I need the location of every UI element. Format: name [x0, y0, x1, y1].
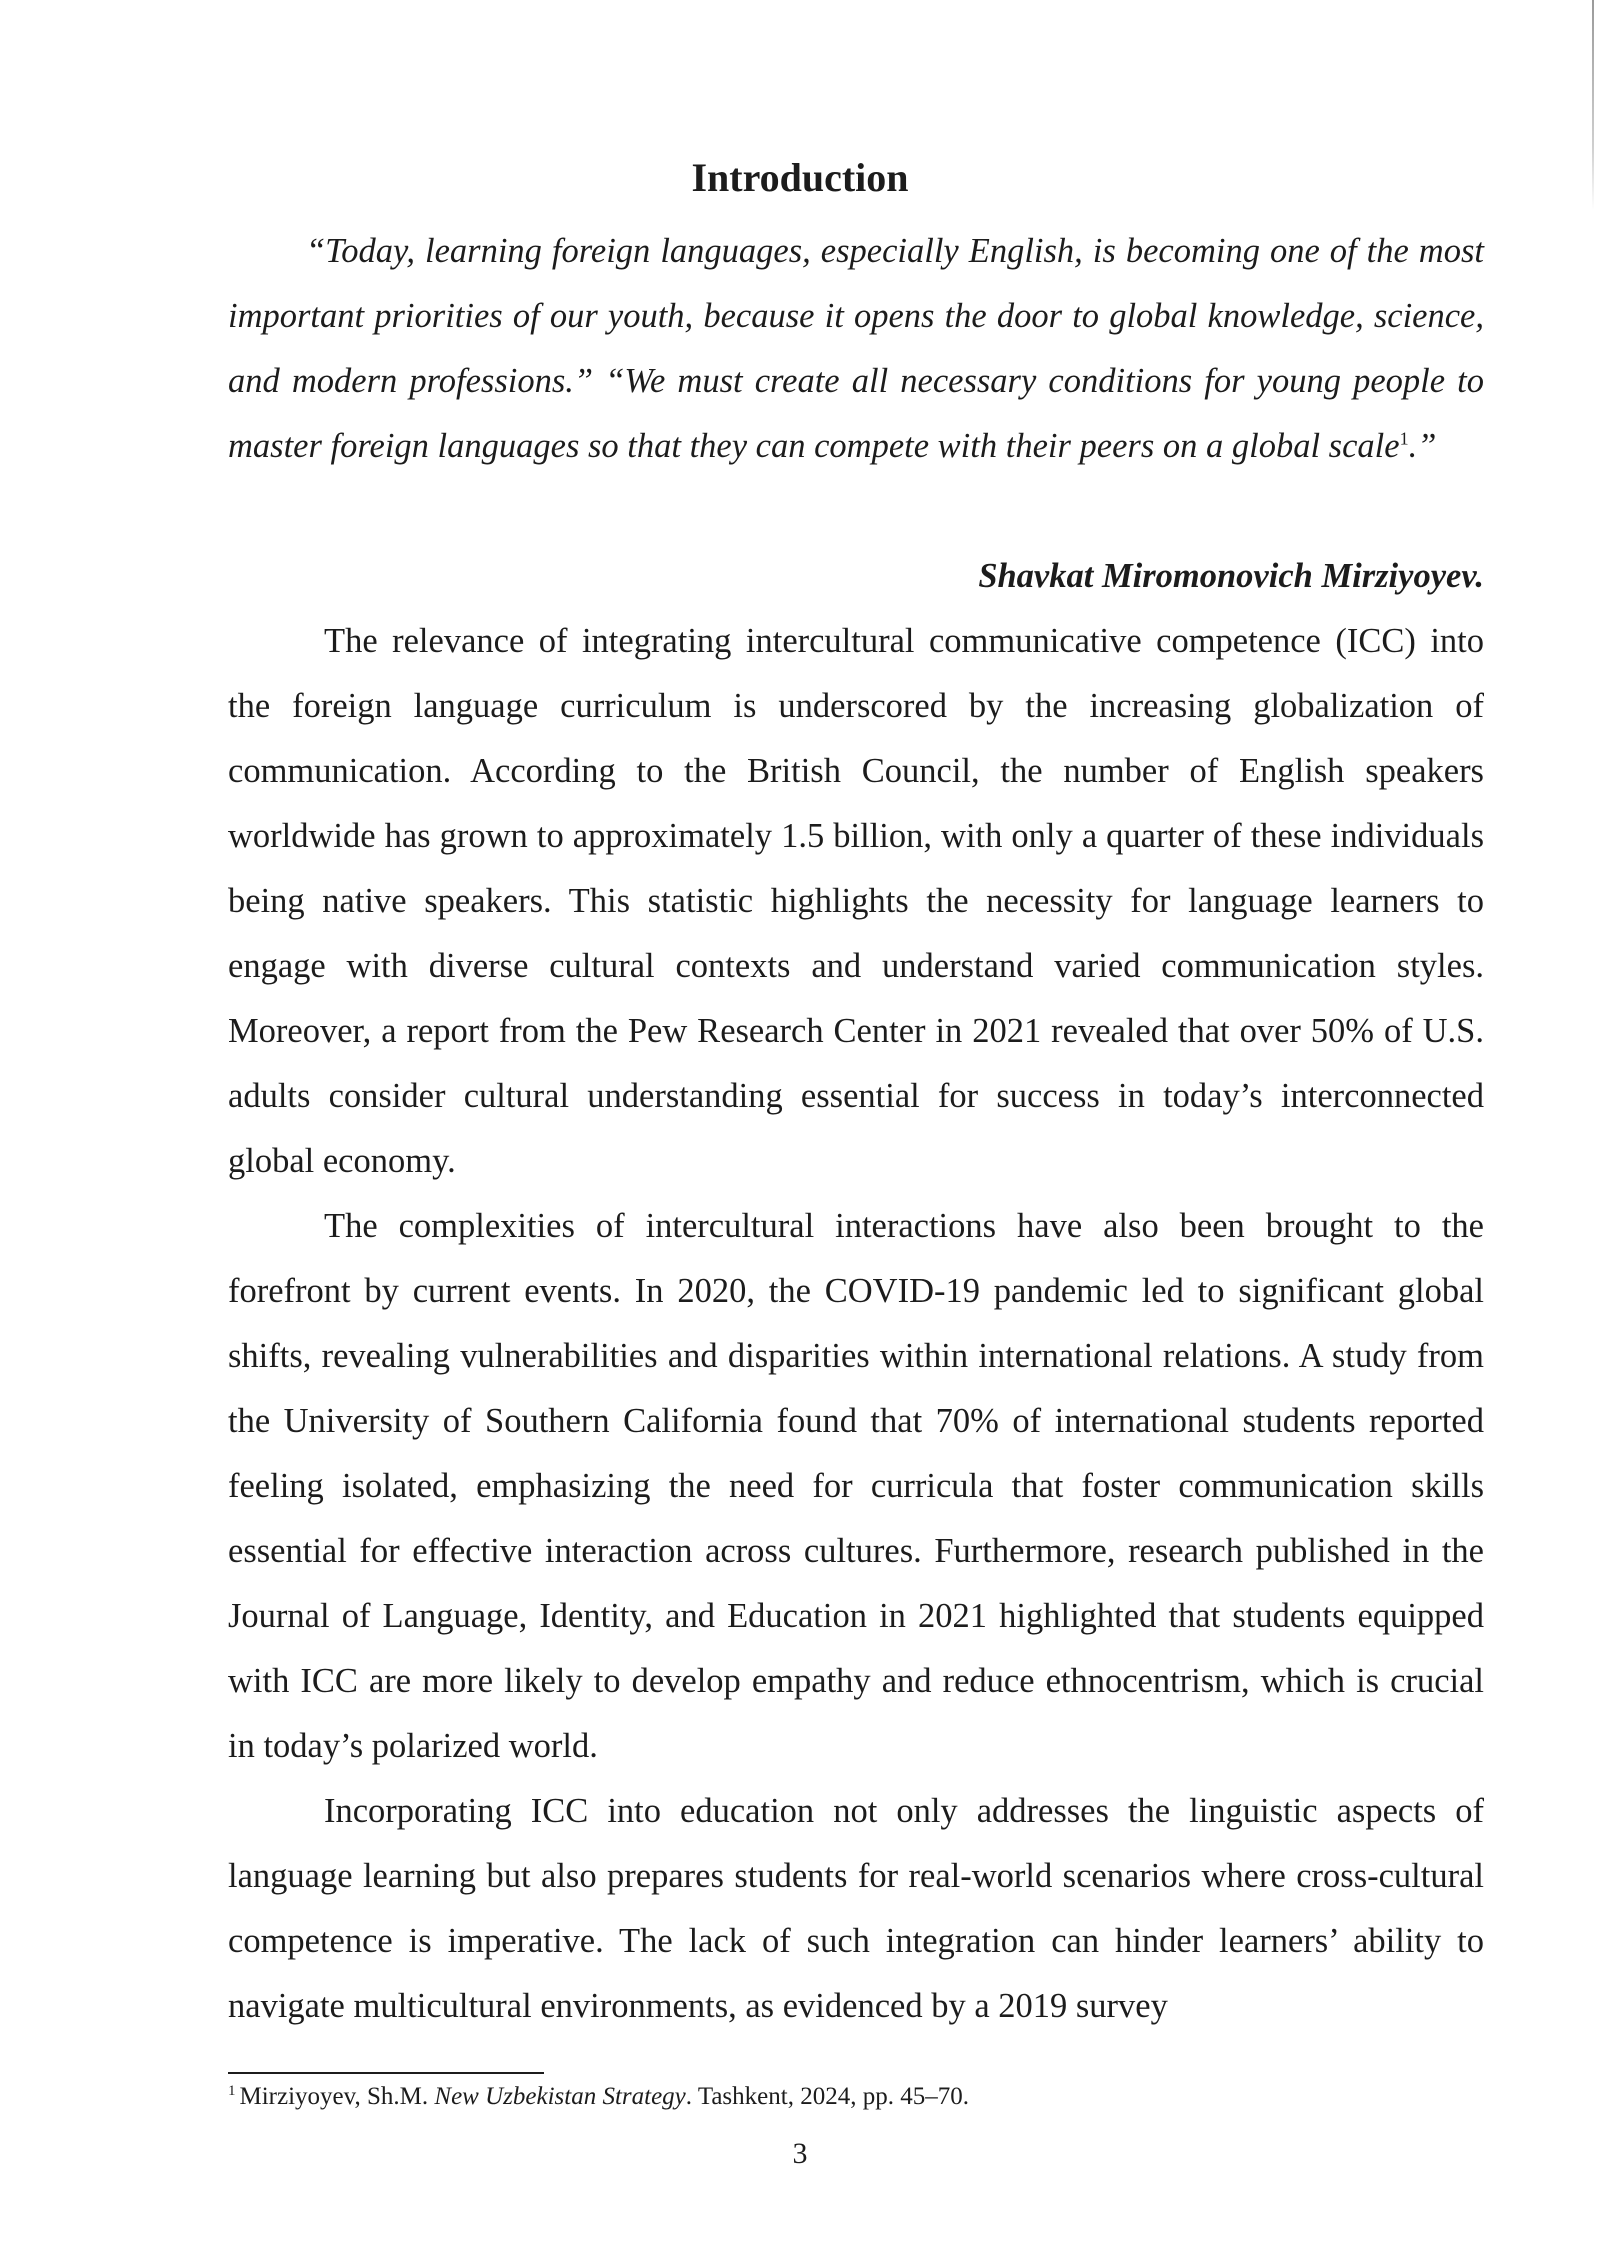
quote-paragraph: [228, 219, 1484, 479]
footnote-reference[interactable]: 1: [1399, 428, 1409, 449]
body-text: [228, 609, 1484, 2039]
footnote-separator: [228, 2072, 544, 2074]
footnote-prefix: Mirziyoyev, Sh.M.: [239, 2083, 435, 2110]
footnote-title: New Uzbekistan Strategy: [434, 2083, 686, 2110]
footnote: [228, 2080, 969, 2114]
quote-text-end: .”: [1408, 427, 1437, 465]
page-number: 3: [792, 2137, 808, 2170]
epigraph-quote: [228, 219, 1484, 479]
quote-author: Shavkat Miromonovich Mirziyoyev.: [978, 557, 1484, 595]
footnote-number: 1: [228, 2082, 236, 2099]
page-title: Introduction: [691, 155, 909, 200]
paragraph: The relevance of integrating intercultural communicative competence (ICC) into the foreign language curriculum is underscored by the increasing globalization of communication. According to the British Council, the number of English speakers worldwide has grown to approximately 1.5 billion, with only a quarter of these individuals being native speakers. This statistic highlights the necessity for language learners to engage with diverse cultural contexts and understand varied communication styles. Moreover, a report from the Pew Research Center in 2021 revealed that over 50% of U.S. adults consider cultural understanding essential for success in today’s interconnected global economy.: [228, 622, 1484, 1180]
paragraph: The complexities of intercultural interactions have also been brought to the forefront by current events. In 2020, the COVID-19 pandemic led to significant global shifts, revealing vulnerabilities and disparities within international relations. A study from the University of Southern California found that 70% of international students reported feeling isolated, emphasizing the need for curricula that foster communication skills essential for effective interaction across cultures. Furthermore, research published in the Journal of Language, Identity, and Education in 2021 highlighted that students equipped with ICC are more likely to develop empathy and reduce ethnocentrism, which is crucial in today’s polarized world.: [228, 1207, 1484, 1765]
quote-text: “Today, learning foreign languages, especially English, is becoming one of the most important priorities of our youth, because it opens the door to global knowledge, science, and modern professions.” “We must create all necessary conditions for young people to master foreign languages so that they can compete with their peers on a global scale: [228, 232, 1484, 465]
paragraph: Incorporating ICC into education not only addresses the linguistic aspects of language learning but also prepares students for real-world scenarios where cross-cultural competence is imperative. The lack of such integration can hinder learners’ ability to navigate multicultural environments, as evidenced by a 2019 survey: [228, 1792, 1484, 2025]
footnote-suffix: . Tashkent, 2024, pp. 45–70.: [685, 2083, 969, 2110]
